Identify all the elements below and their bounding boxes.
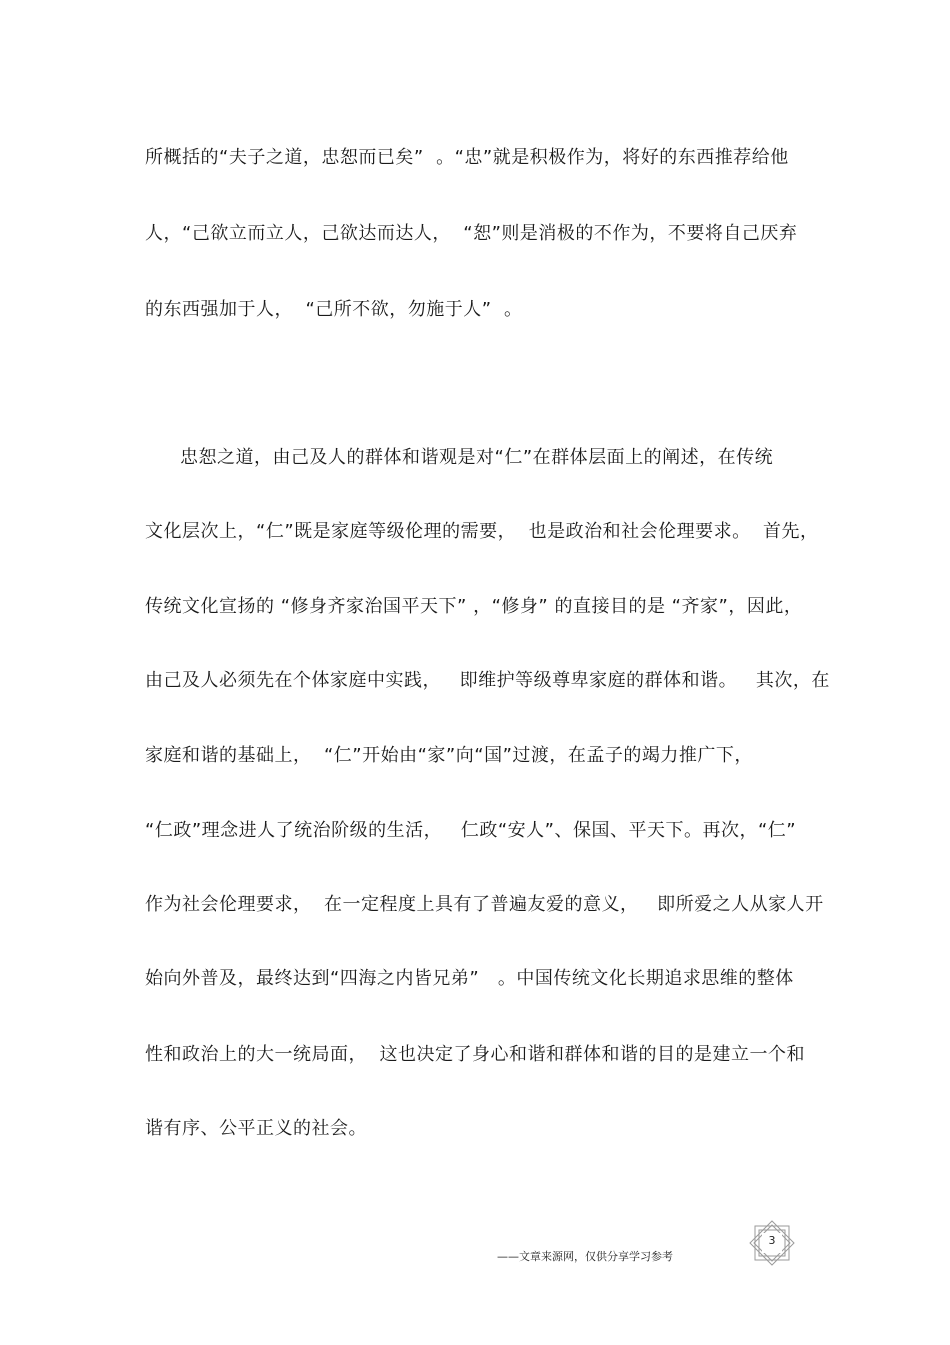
paragraph-1-line-1: 所概括的“夫子之道，忠恕而已矣” 。“忠”就是积极作为，将好的东西推荐给他	[145, 147, 789, 168]
footer-source-note: ——文章来源网，仅供分享学习参考	[497, 1250, 673, 1263]
paragraph-2-line-3: 传统文化宣扬的 “修身齐家治国平天下” ，“修身” 的直接目的是 “齐家”，因此，	[145, 596, 803, 617]
paragraph-1-line-2: 人，“己欲立而立人，己欲达而达人， “恕”则是消极的不作为，不要将自己厌弃	[145, 223, 798, 244]
page-number: 3	[768, 1234, 776, 1247]
paragraph-1-line-3: 的东西强加于人， “己所不欲，勿施于人” 。	[145, 299, 523, 320]
paragraph-2-line-1: 忠恕之道，由己及人的群体和谐观是对“仁”在群体层面上的阐述，在传统	[180, 447, 774, 468]
paragraph-2-line-7: 作为社会伦理要求， 在一定程度上具有了普遍友爱的意义， 即所爱之人从家人开	[145, 894, 824, 915]
paragraph-2-line-5: 家庭和谐的基础上， “仁”开始由“家”向“国”过渡，在孟子的竭力推广下，	[145, 745, 753, 766]
page-number-badge	[749, 1220, 795, 1266]
paragraph-2-line-6: “仁政”理念进人了统治阶级的生活， 仁政“安人”、保国、平天下。再次，“仁”	[145, 820, 797, 841]
paragraph-2-line-4: 由己及人必须先在个体家庭中实践， 即维护等级尊卑家庭的群体和谐。 其次，在	[145, 670, 830, 691]
paragraph-2-line-2: 文化层次上，“仁”既是家庭等级伦理的需要， 也是政治和社会伦理要求。 首先，	[145, 521, 819, 542]
paragraph-2-line-8: 始向外普及，最终达到“四海之内皆兄弟” 。中国传统文化长期追求思维的整体	[145, 968, 794, 989]
paragraph-2-line-10: 谐有序、公平正义的社会。	[145, 1118, 367, 1139]
paragraph-2-line-9: 性和政治上的大一统局面， 这也决定了身心和谐和群体和谐的目的是建立一个和	[145, 1044, 805, 1065]
